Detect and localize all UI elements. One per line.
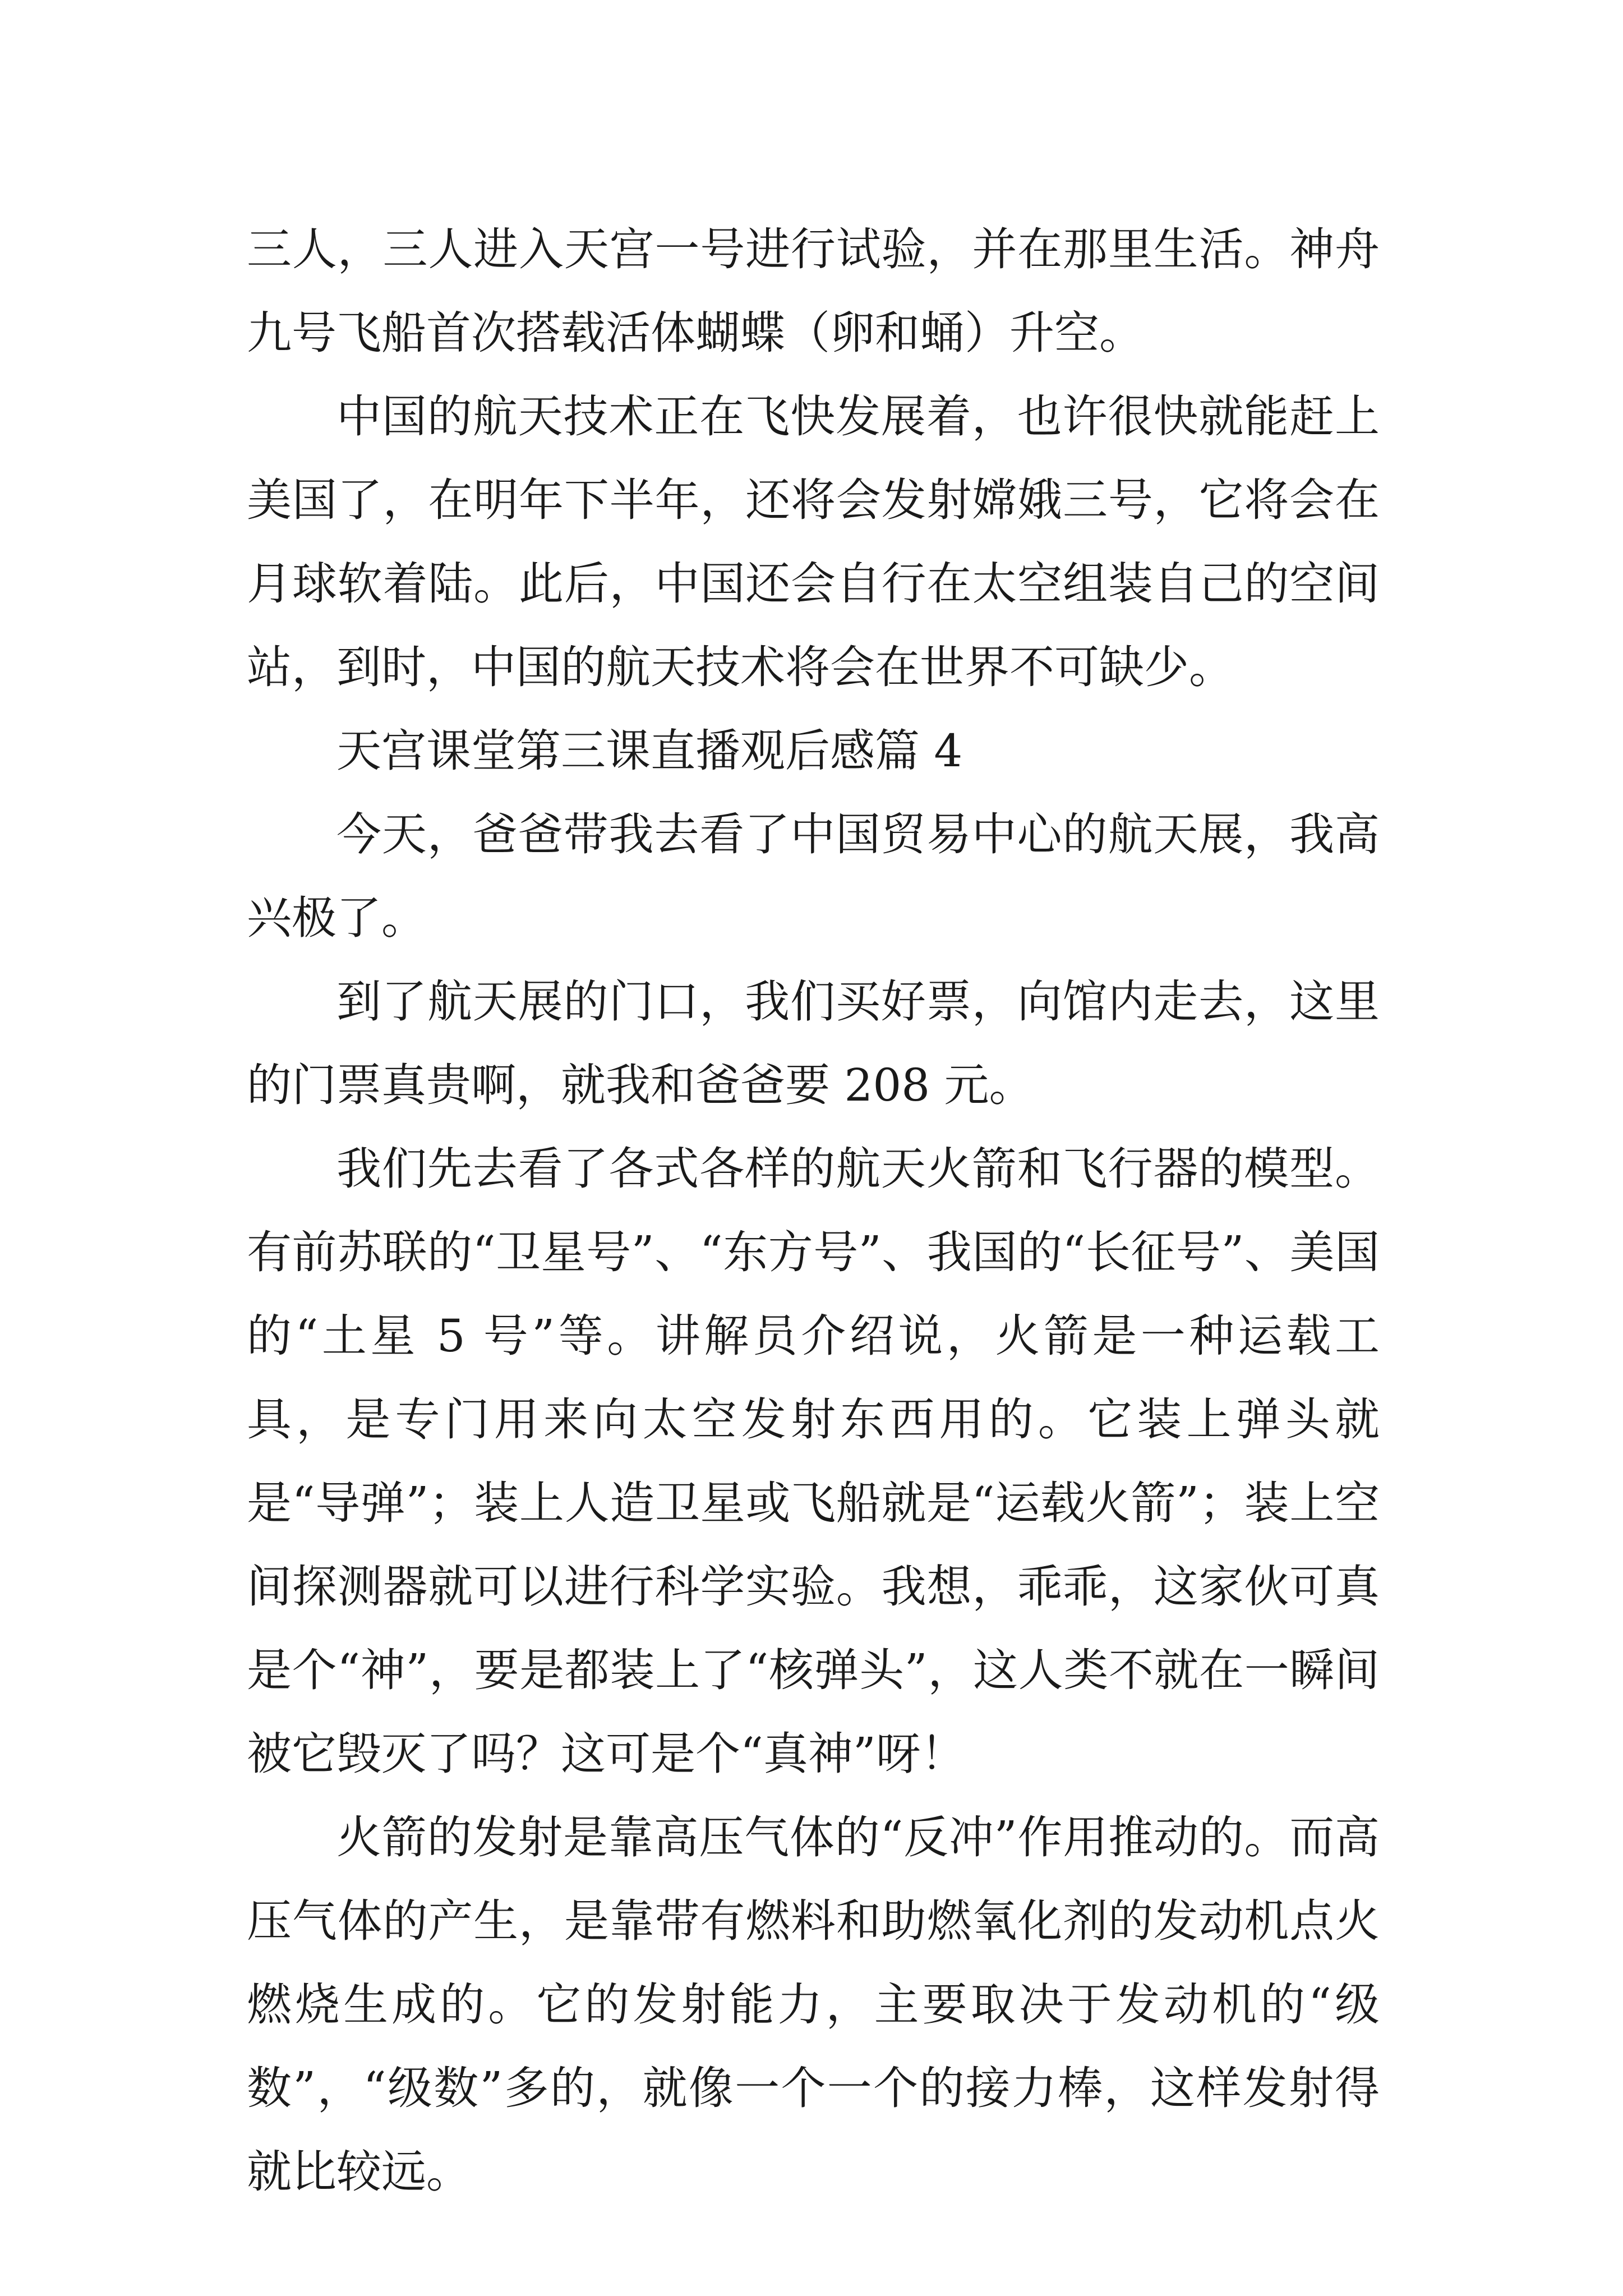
- document-body: [247, 208, 1380, 2214]
- paragraph-continuation: 三人，三人进入天宫一号进行试验，并在那里生活。神舟九号飞船首次搭载活体蝴蝶（卵和蛹）升空。: [247, 223, 1380, 359]
- paragraph-intro: 今天，爸爸带我去看了中国贸易中心的航天展，我高兴极了。: [247, 808, 1380, 944]
- paragraph-rocket-models: 我们先去看了各式各样的航天火箭和飞行器的模型。有前苏联的“卫星号”、“东方号”、我国的“长征号”、美国的“土星 5 号”等。讲解员介绍说，火箭是一种运载工具，是专门用来向太空发射东西用的。它装上弹头就是“导弹”；装上人造卫星或飞船就是“运载火箭”；装上空间探测器就可以进行科学实验。我想，乖乖，这家伙可真是个“神”，要是都装上了“核弹头”，这人类不就在一瞬间被它毁灭了吗？这可是个“真神”呀！: [247, 1143, 1380, 1780]
- paragraph-space-technology: 中国的航天技术正在飞快发展着，也许很快就能赶上美国了，在明年下半年，还将会发射嫦娥三号，它将会在月球软着陆。此后，中国还会自行在太空组装自己的空间站，到时，中国的航天技术将会在世界不可缺少。: [247, 390, 1380, 693]
- paragraph-entrance: 到了航天展的门口，我们买好票，向馆内走去，这里的门票真贵啊，就我和爸爸要 208 元。: [247, 976, 1380, 1111]
- section-heading: 天宫课堂第三课直播观后感篇 4: [336, 725, 963, 777]
- paragraph-rocket-launch: 火箭的发射是靠高压气体的“反冲”作用推动的。而高压气体的产生，是靠带有燃料和助燃氧化剂的发动机点火燃烧生成的。它的发射能力，主要取决于发动机的“级数”，“级数”多的，就像一个一个的接力棒，这样发射得就比较远。: [247, 1811, 1380, 2198]
